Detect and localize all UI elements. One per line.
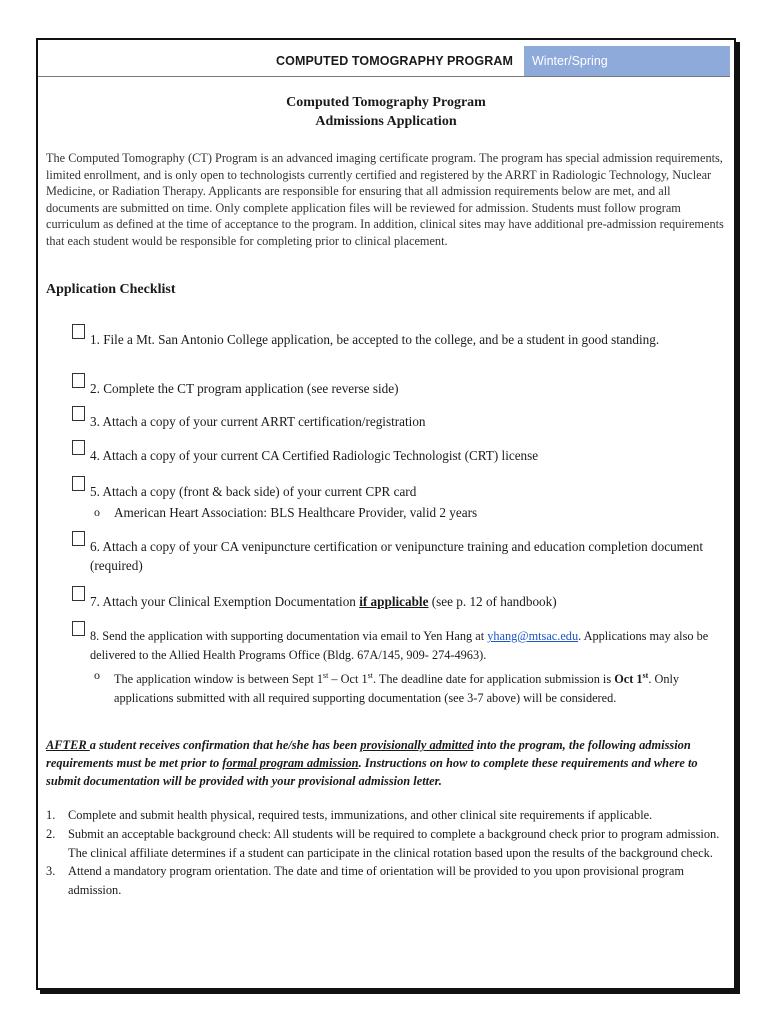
checkbox-7[interactable] [72,586,85,601]
list-item [46,862,730,900]
checklist-item-2-text: 2. Complete the CT program application (see reverse side) [90,381,399,396]
checklist-item-8-sub [94,666,714,708]
window-text-b: – Oct 1 [328,672,368,687]
checkbox-2[interactable] [72,373,85,388]
checklist-item-7-text-post: (see p. 12 of handbook) [428,594,557,609]
header-title: COMPUTED TOMOGRAPHY PROGRAM [276,54,513,68]
checklist-item-4 [90,446,730,465]
window-text-d: . Only applications submitted with all required supporting documentation (see 3-7 above) will be considered. [114,672,680,706]
after-text-2: into the program, the following admission requirements must be met prior to [46,738,691,770]
checklist-item-3 [90,412,730,431]
deadline-date: Oct 1 [614,672,643,687]
checklist-item-5-sub-text: American Heart Association: BLS Healthcare Provider, valid 2 years [114,505,478,520]
sup-st-1: st [323,671,329,680]
checklist-item-6-text: 6. Attach a copy of your CA venipuncture certification or venipuncture training and education completion document (required) [90,539,704,573]
checkbox-6[interactable] [72,531,85,546]
checklist-item-5-sub [94,503,714,522]
provisionally-admitted-emphasis: provisionally admitted [360,738,474,752]
after-text-3: . Instructions on how to complete these requirements and where to submit documentation will be provided with your provisional admission letter. [46,756,698,788]
checklist-item-8 [90,627,730,665]
list-number: 2. [46,826,56,841]
checklist-heading: Application Checklist [46,282,176,297]
provisional-admission-notice [46,736,730,790]
checklist-item-1 [90,330,730,349]
list-item-text: Submit an acceptable background check: All students will be required to complete a background check prior to program admission. The clinical affiliate determines if a student can participate in the clinical rotation based upon the results of the background check. [68,826,720,860]
checklist-item-7-text-pre: 7. Attach your Clinical Exemption Documentation [90,594,360,609]
header-term-badge: Winter/Spring [524,46,730,76]
list-item-text: Complete and submit health physical, required tests, immunizations, and other clinical site requirements if applicable. [68,808,653,822]
checkbox-3[interactable] [72,406,85,421]
doc-title: Computed Tomography Program [286,95,486,110]
formal-admission-emphasis: formal program admission [222,756,359,770]
sup-st-3: st [642,671,649,680]
checklist-item-1-text: 1. File a Mt. San Antonio College application, be accepted to the college, and be a student in good standing. [90,332,660,347]
list-item [46,806,730,825]
doc-subtitle: Admissions Application [315,114,457,129]
list-item-text: Attend a mandatory program orientation. The date and time of orientation will be provided to you upon provisional program admission. [68,864,685,898]
checklist-item-6 [90,537,730,575]
email-link[interactable]: yhang@mtsac.edu [487,629,579,643]
checkbox-1[interactable] [72,324,85,339]
checkbox-4[interactable] [72,440,85,455]
post-admission-list [46,806,730,900]
after-emphasis: AFTER [46,738,90,752]
window-text-c: . The deadline date for application submission is [372,672,615,687]
list-item [46,825,730,863]
checkbox-5[interactable] [72,476,85,491]
window-text-a: The application window is between Sept 1 [114,672,323,687]
checklist-item-5-text: 5. Attach a copy (front & back side) of your current CPR card [90,484,417,499]
checkbox-8[interactable] [72,621,85,636]
checklist-item-5 [90,482,730,501]
list-number: 3. [46,864,56,879]
checklist-item-4-text: 4. Attach a copy of your current CA Certified Radiologic Technologist (CRT) license [90,448,539,463]
checklist-item-2 [90,379,730,398]
checklist-item-7 [90,592,730,611]
page-header [38,46,730,77]
checklist-item-3-text: 3. Attach a copy of your current ARRT certification/registration [90,414,426,429]
checklist-item-8-text-pre: 8. Send the application with supporting documentation via email to Yen Hang at [90,629,488,643]
bullet-marker: o [94,505,100,519]
sup-st-2: st [367,671,373,680]
bullet-marker: o [94,668,100,682]
document-page [36,38,736,990]
intro-paragraph: The Computed Tomography (CT) Program is an advanced imaging certificate program. The program has special admission requirements, limited enrollment, and is only open to technologists currently certified and registered by the ARRT in Radiologic Technology, Nuclear Medicine, or Radiation Therapy. Applicants are responsible for ensuring that all admission requirements below are met, and all documents are submitted on time. Only complete application files will be reviewed for admission. Students must follow program curriculum as defined at the time of acceptance to the program. In addition, clinical sites may have additional pre-admission requirements that each student would be responsible for completing prior to clinical placement. [46,151,724,248]
if-applicable-emphasis: if applicable [359,594,429,609]
list-number: 1. [46,808,56,822]
checklist-item-8-text-post: . Applications may also be delivered to the Allied Health Programs Office (Bldg. 67A/145, 909- 274-4963). [90,629,709,662]
after-text-1: a student receives confirmation that he/she has been [89,738,361,752]
